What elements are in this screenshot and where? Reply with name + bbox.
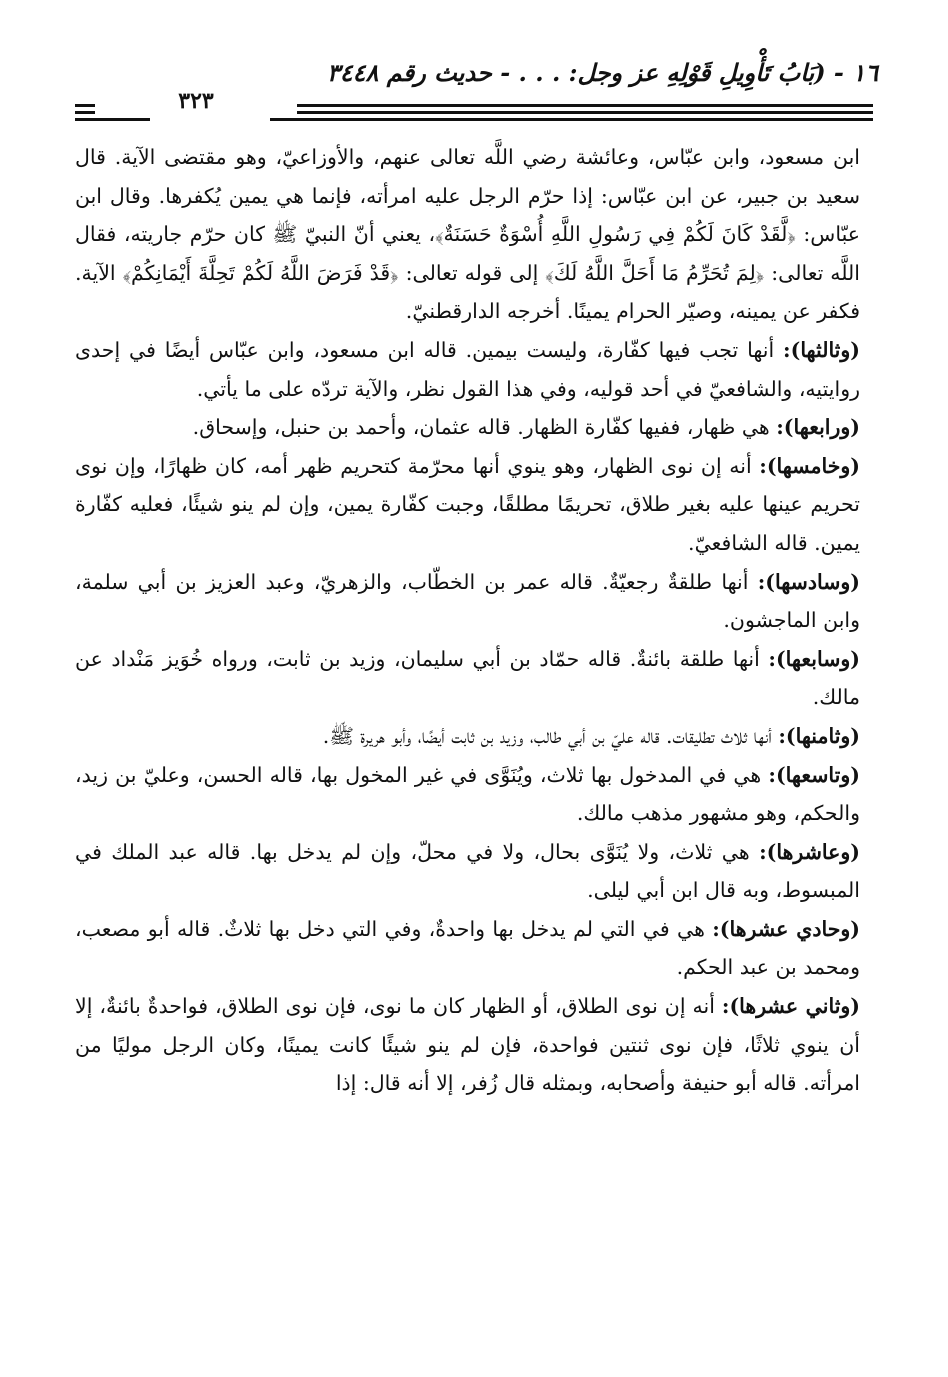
paragraph-text: أنها ثلاث تطليقات. قاله عليّ بن أبي طالب، وزيد بن ثابت أيضًا، وأبو هريرة ﷺ. [322,723,779,748]
paragraph-label: (وثاني عشرها): [721,994,861,1019]
paragraph-text: أنه إن نوى الطلاق، أو الظهار كان ما نوى، فإن نوى الطلاق، فواحدةٌ بائنةٌ، إلا أن ينوي ثلاثًا، فإن نوى ثنتين فواحدة، فإن لم ينو شيئًا كانت يمينًا، وكان الرجل موليًا من امرأته. قاله أبو حنيفة وأصحابه، وبمثله قال زُفر، إلا أنه قال: إذا [75,994,860,1096]
paragraph [75,640,860,717]
paragraph-label: (وحادي عشرها): [712,916,861,941]
paragraph-text: أنها تجب فيها كفّارة، وليست بيمين. قاله ابن مسعود، وابن عبّاس أيضًا في إحدى روايتيه، والشافعيّ في أحد قوليه، وفي هذا القول نظر، والآية تردّه على ما يأتي. [75,337,860,401]
paragraph [75,563,860,640]
paragraph-label: (وعاشرها): [759,839,860,864]
paragraph [75,910,860,987]
paragraph-label: (وسادسها): [757,569,860,594]
paragraph [75,447,860,563]
paragraph-text: هي ثلاث، ولا يُنَوَّى بحال، ولا في محلّ، وإن لم يدخل بها. قاله عبد الملك في المبسوط، وبه قال ابن أبي ليلى. [75,839,860,903]
paragraph [75,756,860,833]
paragraph-label: (وثالثها): [783,337,860,362]
paragraph [75,717,860,756]
paragraph [75,331,860,408]
paragraph-text: أنها طلقة بائنةٌ. قاله حمّاد بن أبي سليمان، وزيد بن ثابت، ورواه خُوَيز مَنْداد عن مالك. [75,646,860,710]
paragraph-label: (ورابعها): [776,415,860,440]
paragraph-text: هي في المدخول بها ثلاث، ويُنَوَّى في غير المخول بها، قاله الحسن، وعليّ بن زيد، والحكم، وهو مشهور مذهب مالك. [75,762,860,826]
paragraph-text: أنه إن نوى الظهار، وهو ينوي أنها محرّمة كتحريم ظهر أمه، كان ظهارًا، وإن نوى تحريم عينها عليه بغير طلاق، تحريمًا مطلقًا، وجبت كفّارة يمين، وإن لم ينو شيئًا، فعليه كفّارة يمين. قاله الشافعيّ. [75,453,860,555]
body-text [75,138,860,1103]
page-number: ٣٢٣ [95,88,297,114]
paragraph-text: هي ظهار، ففيها كفّارة الظهار. قاله عثمان، وأحمد بن حنبل، وإسحاق. [192,415,777,440]
paragraph [75,833,860,910]
paragraph [75,987,860,1103]
paragraph-label: (وثامنها): [778,723,860,748]
header-title: ١٦ - (بَابُ تَأْوِيلِ قَوْلِهِ عز وجل: . . . - حديث رقم ٣٤٤٨ [326,58,878,87]
paragraph [75,138,860,331]
paragraph-text: ابن مسعود، وابن عبّاس، وعائشة رضي اللَّه تعالى عنهم، والأوزاعيّ، وهو مقتضى الآية. قال سعيد بن جبير، عن ابن عبّاس: إذا حرّم الرجل عليه امرأته، فإنما هي يمين يُكفرها. وقال ابن عبّاس: ﴿لَّقَدْ كَانَ لَكُمْ فِي رَسُولِ اللَّهِ أُسْوَةٌ حَسَنَةٌ﴾، يعني أنّ النبيّ ﷺ كان حرّم جاريته، فقال اللَّه تعالى: ﴿لِمَ تُحَرِّمُ مَا أَحَلَّ اللَّهُ لَكَ﴾ إلى قوله تعالى: ﴿قَدْ فَرَضَ اللَّهُ لَكُمْ تَحِلَّةَ أَيْمَانِكُمْ﴾ الآية. فكفر عن يمينه، وصيّر الحرام يمينًا. أخرجه الدارقطنيّ. [75,145,860,324]
paragraph-label: (وتاسعها): [768,762,860,787]
paragraph-label: (وسابعها): [768,646,860,671]
paragraph [75,408,860,447]
paragraph-text: أنها طلقةٌ رجعيّةٌ. قاله عمر بن الخطّاب، والزهريّ، وعبد العزيز بن أبي سلمة، وابن الماجشون. [75,569,860,633]
paragraph-label: (وخامسها): [759,453,860,478]
paragraph-text: هي في التي لم يدخل بها واحدةٌ، وفي التي دخل بها ثلاثٌ. قاله أبو مصعب، ومحمد بن عبد الحكم. [75,916,860,980]
